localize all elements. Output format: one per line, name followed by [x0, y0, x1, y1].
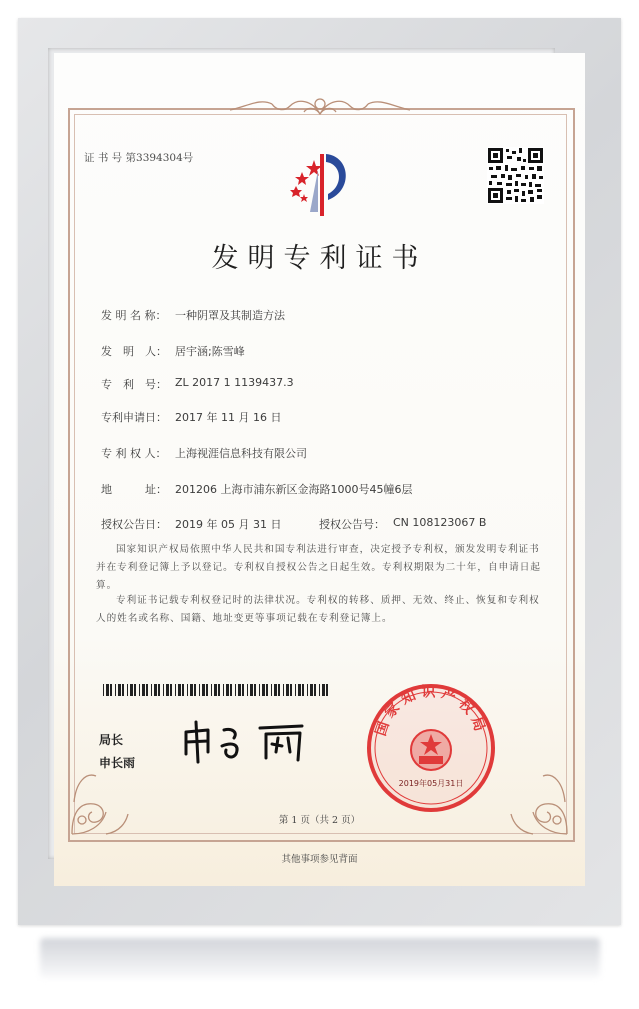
barcode-bar [103, 684, 104, 696]
application-date-label: 专利申请日： [101, 411, 167, 424]
page-number: 第 1 页（共 2 页） [278, 815, 361, 826]
barcode-bar [158, 684, 160, 696]
barcode-bar [115, 684, 116, 696]
barcode-bar [127, 684, 128, 696]
barcode-bar [218, 684, 220, 696]
barcode-bar [194, 684, 196, 696]
national-emblem [411, 730, 451, 770]
barcode-bar [182, 684, 184, 696]
barcode-bar [271, 684, 272, 696]
barcode-bar [190, 684, 193, 696]
barcode-bar [238, 684, 241, 696]
barcode-bar [187, 684, 188, 696]
barcode-bar [118, 684, 121, 696]
cnipa-logo [280, 150, 360, 220]
barcode-bar [154, 684, 157, 696]
barcode-bar [295, 684, 296, 696]
barcode-bar [175, 684, 176, 696]
barcode-bar [283, 684, 284, 696]
barcode-bar [202, 684, 205, 696]
footer-note: 其他事项参见背面 [281, 854, 358, 865]
barcode-bar [178, 684, 181, 696]
barcode-bar [314, 684, 316, 696]
invention-name-label: 发 明 名 称： [101, 309, 167, 322]
barcode-bar [286, 684, 289, 696]
barcode-bar [223, 684, 224, 696]
barcode-bar [110, 684, 112, 696]
barcode-bar [319, 684, 320, 696]
grant-date-label: 授权公告日： [101, 518, 167, 531]
director-title: 局长 [99, 733, 124, 747]
barcode-bar [235, 684, 236, 696]
grant-number-label: 授权公告号： [319, 518, 385, 531]
barcode-bar [151, 684, 152, 696]
handwritten-signature [178, 716, 323, 766]
barcode-bar [226, 684, 229, 696]
barcode-bar [298, 684, 301, 696]
barcode-bar [250, 684, 253, 696]
barcode-bar [166, 684, 169, 696]
barcode-bar [139, 684, 140, 696]
barcode-bar [259, 684, 260, 696]
barcode-bar [274, 684, 277, 696]
barcode-bar [199, 684, 200, 696]
barcode-bar [230, 684, 232, 696]
barcode-bar [322, 684, 325, 696]
grant-statement-paragraph: 国家知识产权局依照中华人民共和国专利法进行审查，决定授予专利权，颁发发明专利证书并在专利登记簿上予以登记。专利权自授权公告之日起生效。专利权期限为二十年，自申请日起算。 [96, 544, 541, 591]
qr-code [487, 147, 544, 204]
barcode-bar [278, 684, 280, 696]
barcode-bar [122, 684, 124, 696]
top-ornament [220, 94, 420, 120]
barcode-bar [310, 684, 313, 696]
barcode [103, 684, 328, 696]
inventor-value: 居宇涵;陈雪峰 [175, 345, 245, 358]
barcode-bar [106, 684, 109, 696]
barcode-bar [214, 684, 217, 696]
official-seal [365, 682, 497, 814]
barcode-bar [242, 684, 244, 696]
invention-name-value: 一种阴罩及其制造方法 [175, 309, 285, 322]
inventor-label: 发 明 人： [101, 345, 167, 358]
barcode-bar [163, 684, 164, 696]
patent-number-value: ZL 2017 1 1139437.3 [175, 376, 294, 389]
barcode-bar [170, 684, 172, 696]
barcode-bar [262, 684, 265, 696]
grant-number-value: CN 108123067 B [393, 516, 487, 529]
barcode-bar [142, 684, 145, 696]
barcode-bar [266, 684, 268, 696]
barcode-bar [290, 684, 292, 696]
frame-reflection [40, 938, 600, 978]
barcode-bar [302, 684, 304, 696]
barcode-bar [134, 684, 136, 696]
seal-text: 国家知识产权局 [373, 684, 489, 739]
barcode-bar [206, 684, 208, 696]
address-value: 201206 上海市浦东新区金海路1000号45幢6层 [175, 483, 413, 496]
patent-number-label: 专 利 号： [101, 378, 167, 391]
grant-date-value: 2019 年 05 月 31 日 [175, 518, 282, 531]
barcode-bar [326, 684, 328, 696]
barcode-bar [130, 684, 133, 696]
certificate-title: 发明专利证书 [211, 243, 428, 274]
barcode-bar [254, 684, 256, 696]
barcode-bar [307, 684, 308, 696]
barcode-bar [146, 684, 148, 696]
barcode-bar [211, 684, 212, 696]
barcode-bar [247, 684, 248, 696]
director-name: 申长雨 [99, 756, 136, 770]
certificate-number: 证 书 号 第3394304号 [84, 152, 194, 164]
patentee-value: 上海视涯信息科技有限公司 [175, 447, 307, 460]
patentee-label: 专 利 权 人： [101, 447, 167, 460]
legal-status-paragraph: 专利证书记载专利权登记时的法律状况。专利权的转移、质押、无效、终止、恢复和专利权人的姓名或名称、国籍、地址变更等事项记载在专利登记簿上。 [96, 595, 540, 624]
application-date-value: 2017 年 11 月 16 日 [175, 411, 282, 424]
address-label: 地 址： [101, 483, 167, 496]
seal-date: 2019年05月31日 [398, 779, 464, 788]
